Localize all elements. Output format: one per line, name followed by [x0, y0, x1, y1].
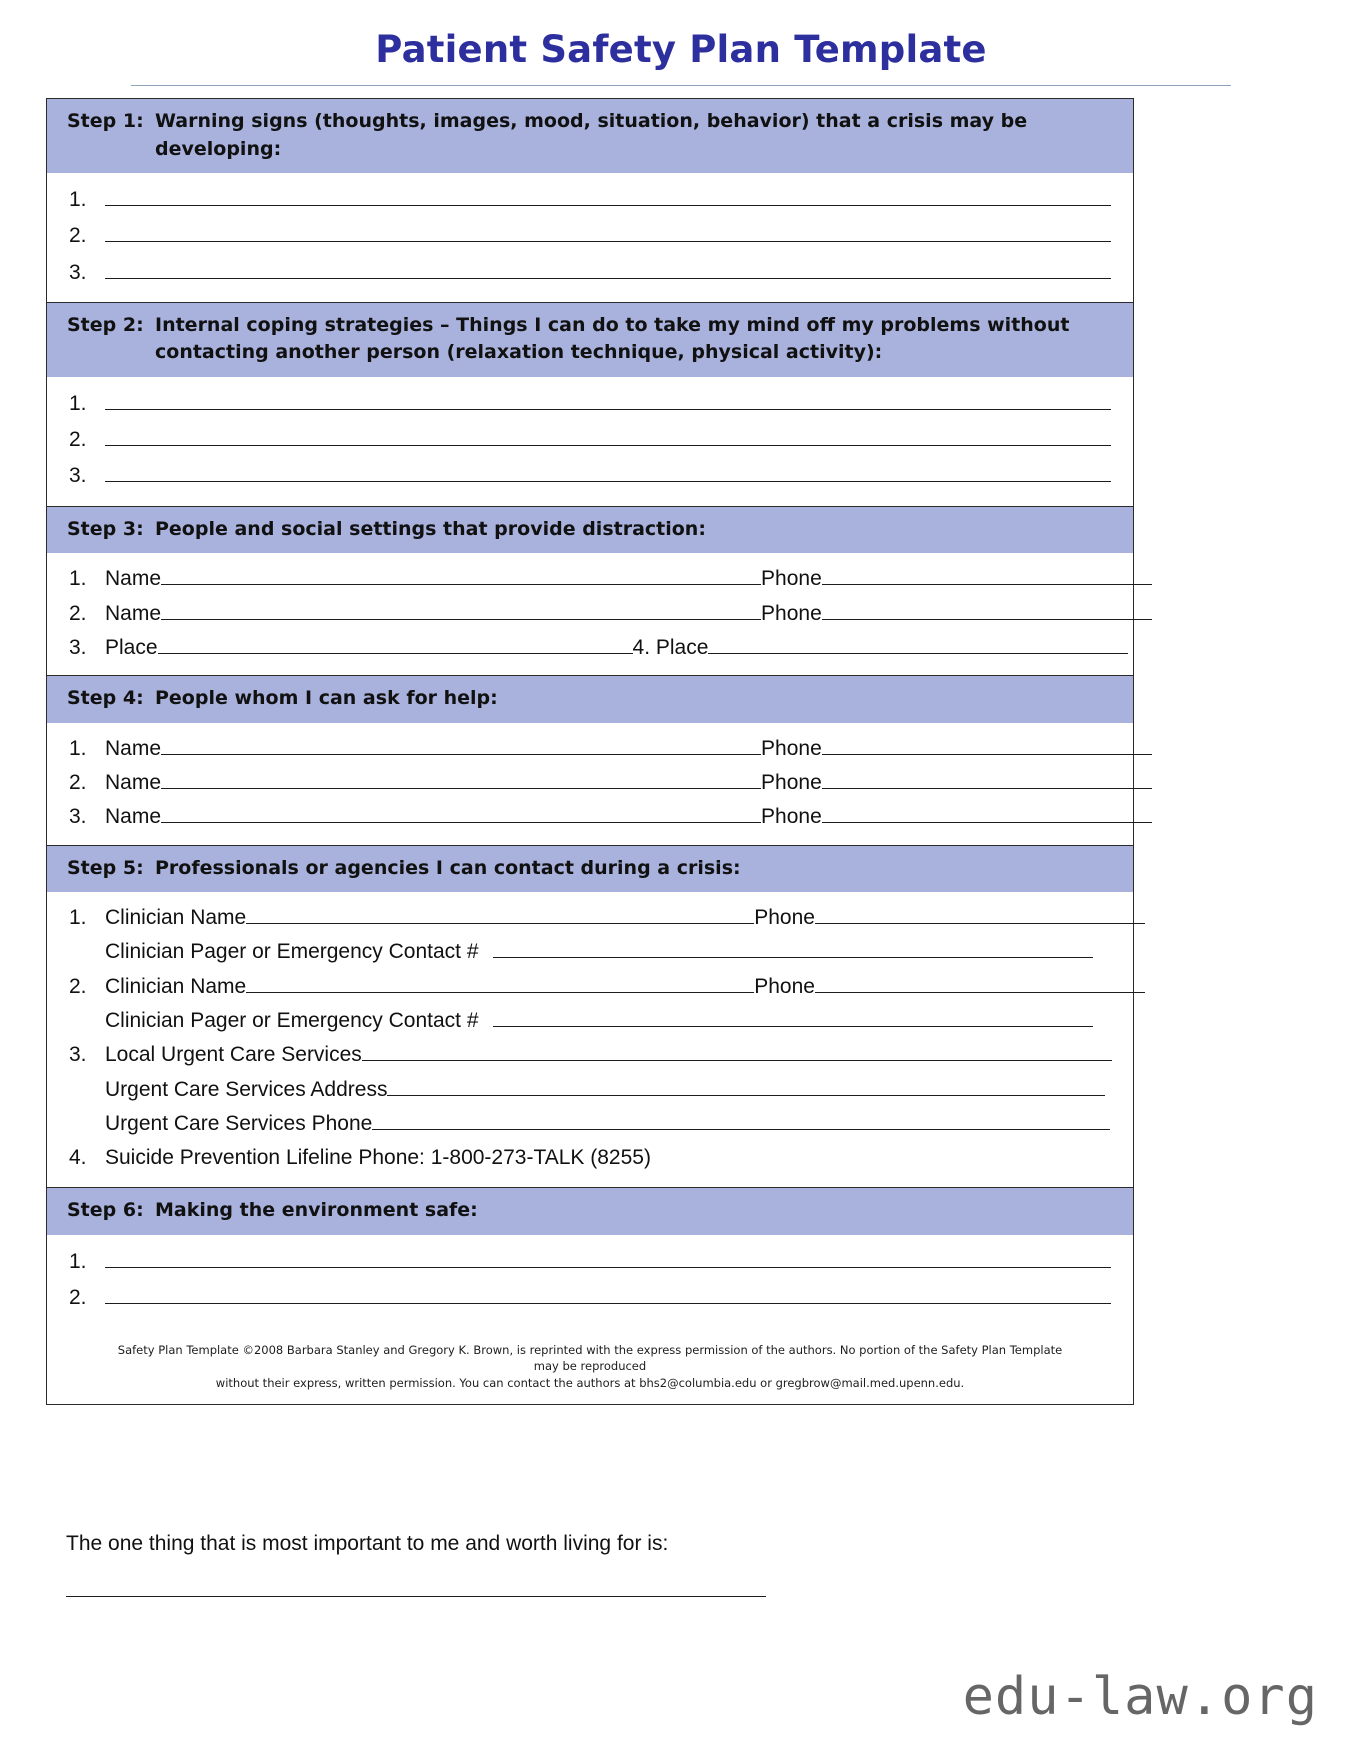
pager-input-line[interactable]	[493, 1011, 1093, 1027]
phone-input-line[interactable]	[815, 977, 1145, 993]
step-6-label: Step 6:	[67, 1199, 144, 1222]
phone-label: Phone	[754, 906, 815, 930]
step-2-row-3[interactable]	[69, 463, 1111, 489]
name-label: Name	[105, 770, 162, 794]
write-in-line[interactable]	[105, 393, 1111, 410]
step-header-6	[47, 1187, 1133, 1235]
step-5-body	[47, 892, 1133, 1187]
name-input-line[interactable]	[161, 773, 761, 789]
place-field-group-1[interactable]	[105, 634, 633, 661]
step-3-label: Step 3:	[67, 517, 144, 540]
write-in-line[interactable]	[105, 1287, 1111, 1304]
phone-input-line[interactable]	[822, 604, 1152, 620]
pager-group[interactable]	[105, 1007, 1093, 1034]
step-5-row-urgent-address[interactable]	[69, 1076, 1111, 1103]
phone-input-line[interactable]	[822, 773, 1152, 789]
step-5-row-pager-1[interactable]	[69, 938, 1111, 965]
row-number: 2.	[69, 1286, 87, 1310]
title-divider	[131, 85, 1231, 86]
row-number: 3.	[69, 464, 87, 488]
phone-label: Phone	[754, 974, 815, 998]
row-number: 1.	[69, 391, 87, 415]
clinician-name-label: Clinician Name	[105, 906, 247, 930]
phone-label: Phone	[761, 736, 822, 760]
phone-label: Phone	[761, 805, 822, 829]
step-5-title: Professionals or agencies I can contact during a crisis:	[155, 856, 741, 879]
step-header-5	[47, 845, 1133, 893]
step-3-row-3[interactable]	[69, 634, 1111, 661]
row-number: 1.	[69, 188, 87, 212]
step-1-body	[47, 173, 1133, 302]
step-2-title: Internal coping strategies – Things I can do to take my mind off my problems without contacting another person (relaxation technique, physical activity):	[155, 313, 1070, 364]
name-field-group[interactable]	[105, 565, 761, 592]
name-field-group[interactable]	[105, 803, 761, 830]
name-field-group[interactable]	[105, 769, 761, 796]
place-input-line-2[interactable]	[708, 638, 1128, 654]
urgent-address-label: Urgent Care Services Address	[105, 1077, 388, 1101]
place-label-2: 4. Place	[632, 635, 709, 659]
step-3-title: People and social settings that provide distraction:	[155, 517, 706, 540]
step-1-row-1[interactable]	[69, 187, 1111, 213]
urgent-care-group[interactable]	[105, 1041, 1112, 1068]
copyright-line-1: Safety Plan Template ©2008 Barbara Stanley and Gregory K. Brown, is reprinted with the express permission of the authors. No portion of the Safety Plan Template may be reproduced	[117, 1342, 1063, 1374]
step-5-row-clinician-2[interactable]	[69, 973, 1111, 1000]
step-6-row-2[interactable]	[69, 1285, 1111, 1311]
phone-field-group[interactable]	[754, 973, 1145, 1000]
name-label: Name	[105, 601, 162, 625]
pager-label: Clinician Pager or Emergency Contact #	[105, 1009, 479, 1032]
phone-field-group[interactable]	[754, 904, 1145, 931]
write-in-line[interactable]	[105, 262, 1111, 279]
phone-input-line[interactable]	[815, 908, 1145, 924]
phone-field-group[interactable]	[761, 565, 1152, 592]
closing-write-in-line[interactable]	[66, 1595, 766, 1597]
step-header-2	[47, 302, 1133, 377]
name-input-line[interactable]	[161, 739, 761, 755]
row-number: 2.	[69, 428, 87, 452]
row-number: 3.	[69, 260, 87, 284]
step-5-label: Step 5:	[67, 856, 144, 879]
site-watermark: edu-law.org	[962, 1667, 1318, 1727]
write-in-line[interactable]	[105, 189, 1111, 206]
name-input-line[interactable]	[161, 604, 761, 620]
page-title: Patient Safety Plan Template	[375, 28, 987, 71]
name-input-line[interactable]	[161, 569, 761, 585]
urgent-address-group[interactable]	[105, 1076, 1105, 1103]
phone-field-group[interactable]	[761, 735, 1152, 762]
step-4-label: Step 4:	[67, 687, 144, 710]
clinician-name-input-line[interactable]	[246, 977, 754, 993]
name-input-line[interactable]	[161, 807, 761, 823]
pager-label: Clinician Pager or Emergency Contact #	[105, 940, 479, 964]
name-label: Name	[105, 736, 162, 760]
closing-question: The one thing that is most important to me and worth living for is:	[66, 1532, 669, 1555]
name-field-group[interactable]	[105, 600, 761, 627]
step-2-label: Step 2:	[67, 313, 144, 336]
lifeline-text: Suicide Prevention Lifeline Phone: 1-800-273-TALK (8255)	[105, 1146, 651, 1170]
step-5-row-pager-2[interactable]	[69, 1007, 1111, 1034]
closing-section	[66, 1530, 1066, 1597]
step-2-body	[47, 377, 1133, 506]
step-5-row-lifeline	[69, 1144, 1111, 1171]
urgent-care-label: Local Urgent Care Services	[105, 1043, 362, 1067]
pager-input-line[interactable]	[493, 942, 1093, 958]
name-label: Name	[105, 805, 162, 829]
safety-plan-form	[46, 98, 1134, 1405]
pager-group[interactable]	[105, 938, 1093, 965]
step-2-row-1[interactable]	[69, 391, 1111, 417]
step-4-row-1[interactable]	[69, 735, 1111, 762]
place-label: Place	[105, 635, 158, 659]
write-in-line[interactable]	[105, 465, 1111, 482]
step-6-row-1[interactable]	[69, 1249, 1111, 1275]
phone-label: Phone	[761, 601, 822, 625]
step-4-row-3[interactable]	[69, 803, 1111, 830]
step-6-body	[47, 1235, 1133, 1328]
row-number: 2.	[69, 770, 87, 794]
phone-field-group[interactable]	[761, 600, 1152, 627]
urgent-phone-input-line[interactable]	[372, 1114, 1110, 1130]
row-number: 1.	[69, 1250, 87, 1274]
phone-label: Phone	[761, 770, 822, 794]
copyright-notice	[47, 1328, 1133, 1404]
step-3-row-2[interactable]	[69, 600, 1111, 627]
step-5-row-urgent-phone[interactable]	[69, 1110, 1111, 1137]
urgent-phone-group[interactable]	[105, 1110, 1110, 1137]
row-number: 2.	[69, 601, 87, 625]
step-5-row-urgent-care[interactable]	[69, 1041, 1111, 1068]
step-3-row-1[interactable]	[69, 565, 1111, 592]
row-number: 1.	[69, 567, 87, 591]
write-in-line[interactable]	[105, 1251, 1111, 1268]
clinician-name-group[interactable]	[105, 904, 754, 931]
row-number: 3.	[69, 635, 87, 659]
row-number: 2.	[69, 974, 87, 998]
clinician-name-group[interactable]	[105, 973, 754, 1000]
clinician-name-label: Clinician Name	[105, 974, 247, 998]
phone-input-line[interactable]	[822, 807, 1152, 823]
phone-field-group[interactable]	[761, 803, 1152, 830]
step-2-row-2[interactable]	[69, 427, 1111, 453]
step-1-row-2[interactable]	[69, 223, 1111, 249]
row-number: 4.	[69, 1146, 87, 1170]
place-input-line[interactable]	[158, 638, 633, 654]
urgent-phone-label: Urgent Care Services Phone	[105, 1111, 373, 1135]
step-1-label: Step 1:	[67, 110, 144, 132]
write-in-line[interactable]	[105, 429, 1111, 446]
phone-input-line[interactable]	[822, 569, 1152, 585]
phone-input-line[interactable]	[822, 739, 1152, 755]
step-4-title: People whom I can ask for help:	[155, 687, 498, 710]
step-1-row-3[interactable]	[69, 260, 1111, 286]
urgent-care-input-line[interactable]	[362, 1045, 1112, 1061]
document-header	[0, 0, 1362, 86]
step-4-body	[47, 723, 1133, 845]
phone-label: Phone	[761, 567, 822, 591]
phone-field-group[interactable]	[761, 769, 1152, 796]
step-6-title: Making the environment safe:	[155, 1199, 478, 1222]
row-number: 1.	[69, 906, 87, 930]
row-number: 3.	[69, 1043, 87, 1067]
step-header-1	[47, 99, 1133, 173]
clinician-name-input-line[interactable]	[246, 908, 754, 924]
step-1-title: Warning signs (thoughts, images, mood, situation, behavior) that a crisis may be developing:	[155, 110, 1028, 160]
step-3-body	[47, 553, 1133, 675]
urgent-address-input-line[interactable]	[387, 1080, 1105, 1096]
step-header-3	[47, 506, 1133, 554]
row-number: 1.	[69, 736, 87, 760]
name-field-group[interactable]	[105, 735, 761, 762]
row-number: 2.	[69, 224, 87, 248]
copyright-line-2: without their express, written permission. You can contact the authors at bhs2@columbia.edu or gregbrow@mail.med.upenn.edu.	[215, 1375, 965, 1390]
step-4-row-2[interactable]	[69, 769, 1111, 796]
step-5-row-clinician-1[interactable]	[69, 904, 1111, 931]
row-number: 3.	[69, 805, 87, 829]
name-label: Name	[105, 567, 162, 591]
place-field-group-2[interactable]	[633, 634, 1129, 661]
write-in-line[interactable]	[105, 225, 1111, 242]
step-header-4	[47, 675, 1133, 723]
